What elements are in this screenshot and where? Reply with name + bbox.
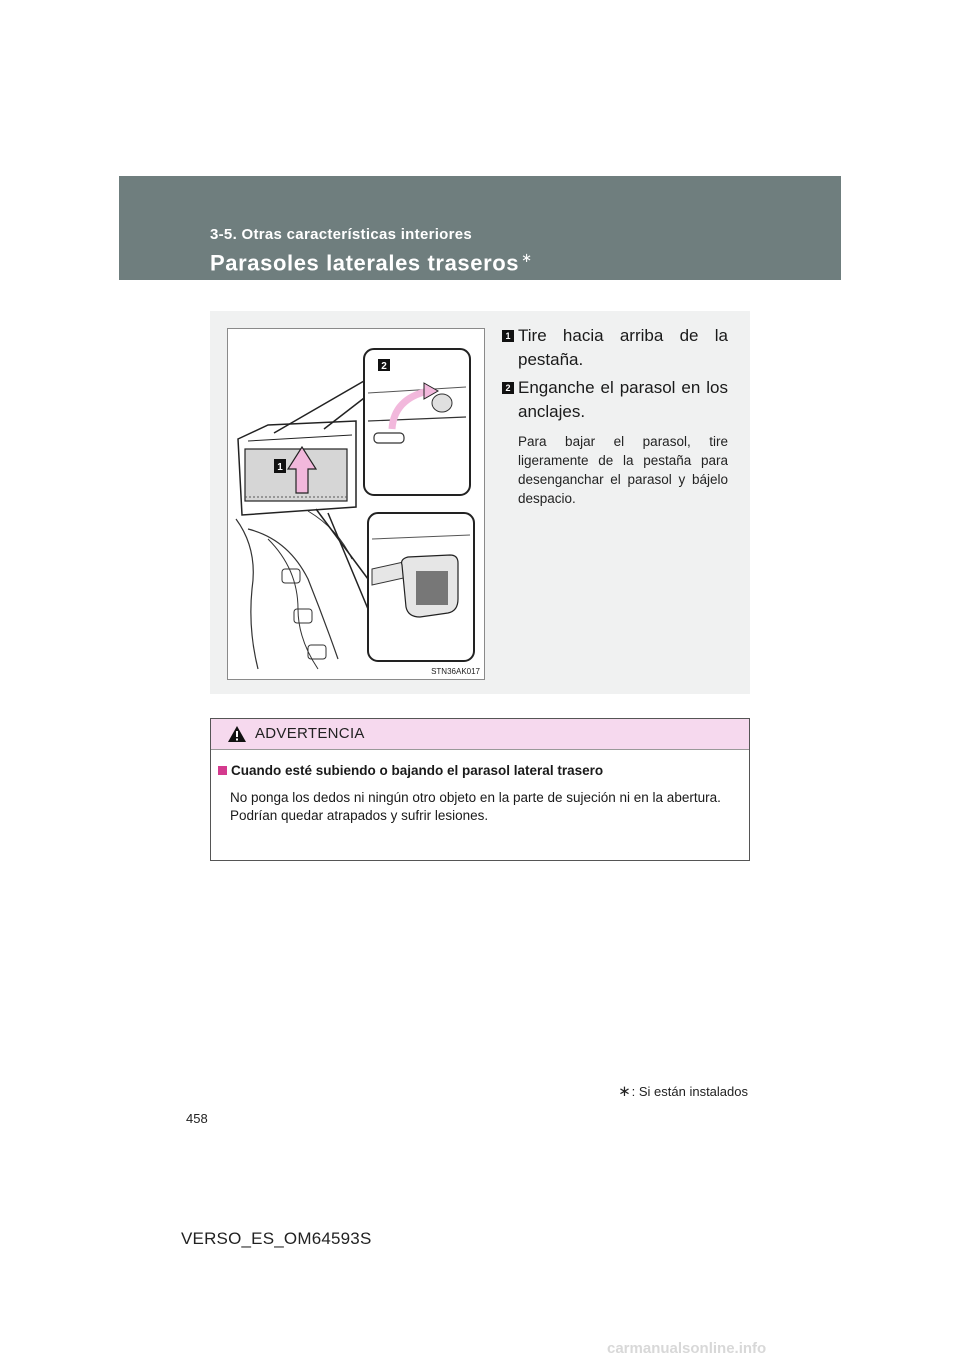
seat-line-1: [236, 519, 258, 669]
section-label: 3-5. Otras características interiores: [210, 226, 473, 243]
warning-box: [210, 718, 750, 861]
warning-subtitle: [218, 762, 742, 780]
step-2: [502, 376, 728, 424]
page-number: 458: [186, 1111, 208, 1126]
step-note: Para bajar el parasol, tire ligeramente de la pestaña para desenganchar el parasol y bájelo despacio.: [518, 434, 728, 506]
footnote: [618, 1082, 748, 1100]
seat-line-2: [248, 529, 338, 659]
warning-icon: [227, 725, 247, 743]
anchor-knob: [432, 394, 452, 412]
step-list: [502, 324, 728, 508]
warning-text-1: No ponga los dedos ni ningún otro objeto en la parte de sujeción ni en la abertura.: [230, 790, 721, 805]
callout-2: 2: [381, 361, 387, 372]
warning-header: [211, 719, 749, 750]
footnote-text: : Si están instalados: [631, 1084, 748, 1099]
warning-text-2: Podrían quedar atrapados y sufrir lesiones.: [230, 808, 489, 823]
step-2-text: Enganche el parasol en los anclajes.: [518, 378, 728, 421]
seat-buckle-1: [282, 569, 300, 583]
page-title: [210, 250, 533, 276]
title-marker: ∗: [521, 250, 533, 265]
step-1-text: Tire hacia arriba de la pestaña.: [518, 326, 728, 369]
document-code: VERSO_ES_OM64593S: [181, 1229, 372, 1248]
window-top-line: [248, 435, 352, 441]
step-2-number: 2: [502, 382, 514, 394]
callout-1: 1: [277, 462, 283, 473]
footnote-marker: ∗: [618, 1083, 631, 1100]
seat-line-3: [268, 539, 318, 669]
leader-line-upper: [274, 381, 364, 433]
leader-line-lower: [316, 509, 368, 579]
instruction-panel: [210, 311, 750, 694]
warning-subtitle-text: Cuando esté subiendo o bajando el parasol lateral trasero: [231, 763, 604, 778]
sunshade-illustration: [227, 328, 485, 680]
page-title-text: Parasoles laterales traseros: [210, 250, 520, 276]
warning-body: [211, 750, 749, 825]
warning-label: ADVERTENCIA: [255, 725, 365, 742]
watermark-text: carmanualsonline.info: [607, 1340, 767, 1357]
bullet-square-icon: [218, 766, 227, 775]
step-1: [502, 324, 728, 372]
warning-text: [218, 789, 742, 825]
seat-buckle-2: [294, 609, 312, 623]
sunshade-drawing: [228, 329, 484, 679]
figure-code: STN36AK017: [431, 667, 480, 676]
leader-line-lower-2: [328, 513, 368, 609]
step-1-number: 1: [502, 330, 514, 342]
tab-grip: [416, 571, 448, 605]
